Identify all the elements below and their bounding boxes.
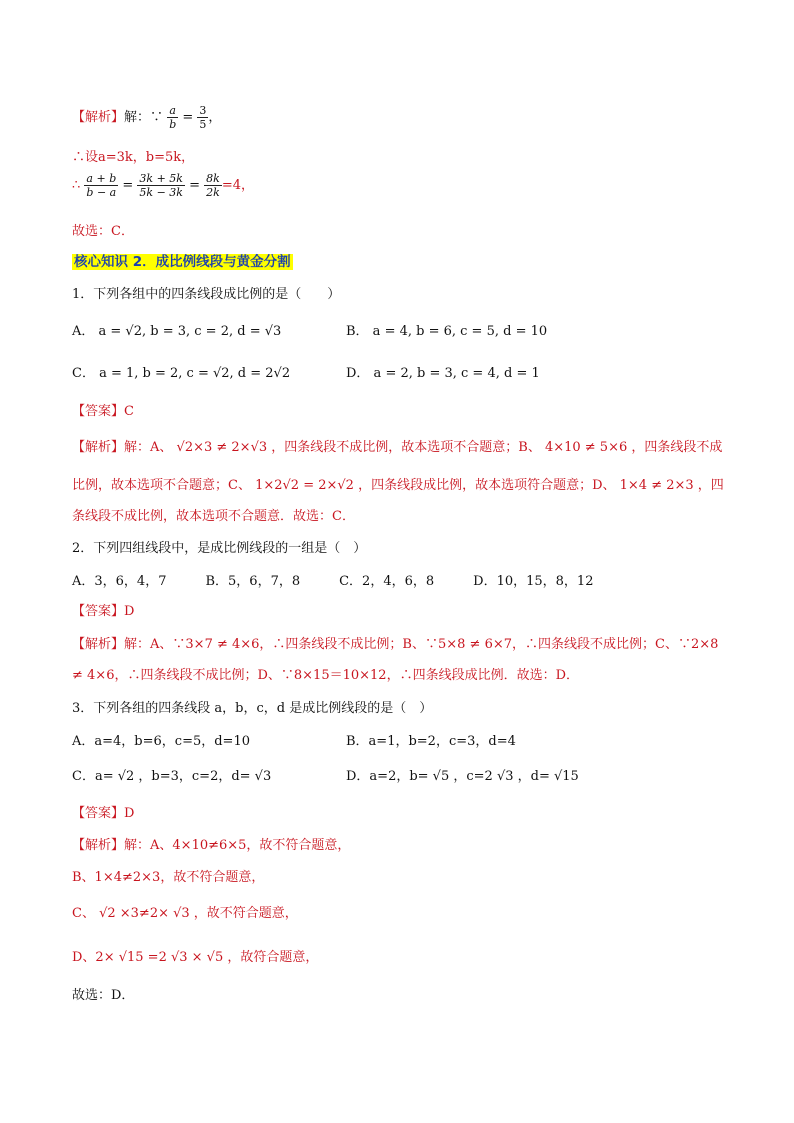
q2-analysis-line1 <box>72 633 718 652</box>
q1-option-d: D． a = 2, b = 3, c = 4, d = 1 <box>346 366 540 381</box>
q1-analysis-line3: 条线段不成比例，故本选项不合题意．故选：C． <box>72 509 355 524</box>
answer-value: C <box>124 404 134 419</box>
q1-answer <box>72 400 134 419</box>
q2-stem: 2．下列四组线段中，是成比例线段的一组是（ ） <box>72 541 367 556</box>
answer-value: D <box>124 806 135 821</box>
q2-options: A．3，6，4，7 B．5，6，7，8 C．2，4，6，8 D．10，15，8，12 <box>72 574 594 589</box>
analysis-tag: 【解析】 <box>72 637 125 652</box>
q3-option-c: C．a= √2 ，b=3，c=2，d= √3 <box>72 769 272 784</box>
q2-analysis-line2: ≠ 4×6，∴四条线段不成比例；D、∵8×15＝10×12，∴四条线段成比例．故选：D． <box>72 668 579 683</box>
analysis-tag: 【解析】 <box>72 838 125 853</box>
q1-stem: 1．下列各组中的四条线段成比例的是（ ） <box>72 287 341 302</box>
fraction-a-plus-b: $\frac{a + b}{b - a}$ <box>86 172 117 199</box>
q3-analysis-line4: D、2× √15 =2 √3 × √5 ，故符合题意， <box>72 950 319 965</box>
sol1-line2: ∴设a=3k，b=5k， <box>72 150 195 165</box>
answer-tag: 【答案】 <box>72 806 125 821</box>
sol1-choice: 故选：C． <box>72 224 134 239</box>
answer-tag: 【答案】 <box>72 604 125 619</box>
therefore-symbol: ∴ <box>72 178 81 193</box>
q3-option-b: B．a=1，b=2，c=3，d=4 <box>346 734 516 749</box>
sol1-intro: 解： <box>124 110 151 125</box>
fraction-a-over-b: $\frac{a}{b}$ <box>169 104 177 131</box>
analysis-text: 解：A、4×10≠6×5，故不符合题意， <box>124 838 351 853</box>
fraction-3-over-5: $\frac{3}{5}$ <box>199 104 207 131</box>
analysis-text: 解：A、∵3×7 ≠ 4×6，∴四条线段不成比例；B、∵5×8 ≠ 6×7，∴四条线段不成比例；C、∵2×8 <box>124 637 719 652</box>
q1-option-a: A． a = √2, b = 3, c = 2, d = √3 <box>72 324 282 339</box>
sol1-line3: ∴ $\frac{a + b}{b - a}$ = $\frac{3k + 5k}{5k - 3k}$ = $\frac{8k}{2k}$ =4， <box>72 172 254 199</box>
answer-tag: 【答案】 <box>72 404 125 419</box>
analysis-tag: 【解析】 <box>72 110 125 125</box>
q3-option-a: A．a=4，b=6，c=5，d=10 <box>72 734 250 749</box>
fraction-3k-5k: $\frac{3k + 5k}{5k - 3k}$ <box>139 172 183 199</box>
fraction-8k-2k: $\frac{8k}{2k}$ <box>206 172 220 199</box>
analysis-tag: 【解析】 <box>72 440 125 455</box>
q3-stem: 3．下列各组的四条线段 a，b，c，d 是成比例线段的是（ ） <box>72 701 433 716</box>
section-title: 核心知识 2．成比例线段与黄金分割 <box>74 254 291 270</box>
q3-option-d: D．a=2，b= √5 ，c=2 √3 ，d= √15 <box>346 769 579 784</box>
q1-option-c: C． a = 1, b = 2, c = √2, d = 2√2 <box>72 366 291 381</box>
since-symbol: ∵ <box>150 110 164 125</box>
q1-analysis-line2: 比例，故本选项不合题意；C、 1×2√2 = 2×√2 ，四条线段成比例，故本选项符合题意；D、 1×4 ≠ 2×3 ，四 <box>72 478 724 493</box>
q3-analysis-line2: B、1×4≠2×3，故不符合题意， <box>72 870 265 885</box>
q1-option-b: B． a = 4, b = 6, c = 5, d = 10 <box>346 324 548 339</box>
equals-sign: = <box>182 110 194 125</box>
sol1-result: =4， <box>221 178 254 193</box>
q1-analysis-line1 <box>72 436 722 455</box>
analysis-text: 解：A、 √2×3 ≠ 2×√3 ，四条线段不成比例，故本选项不合题意；B、 4×10 ≠ 5×6 ，四条线段不成 <box>124 440 723 455</box>
sol1-comma: ， <box>208 110 222 125</box>
q3-analysis-line3: C、 √2 ×3≠2× √3 ，故不符合题意， <box>72 906 298 921</box>
answer-value: D <box>124 604 135 619</box>
sol1-line1 <box>72 104 221 131</box>
section-header <box>72 250 293 270</box>
q3-answer <box>72 802 134 821</box>
q2-answer <box>72 600 134 619</box>
q3-analysis-line1 <box>72 834 350 853</box>
q3-analysis-line5: 故选：D． <box>72 988 135 1003</box>
